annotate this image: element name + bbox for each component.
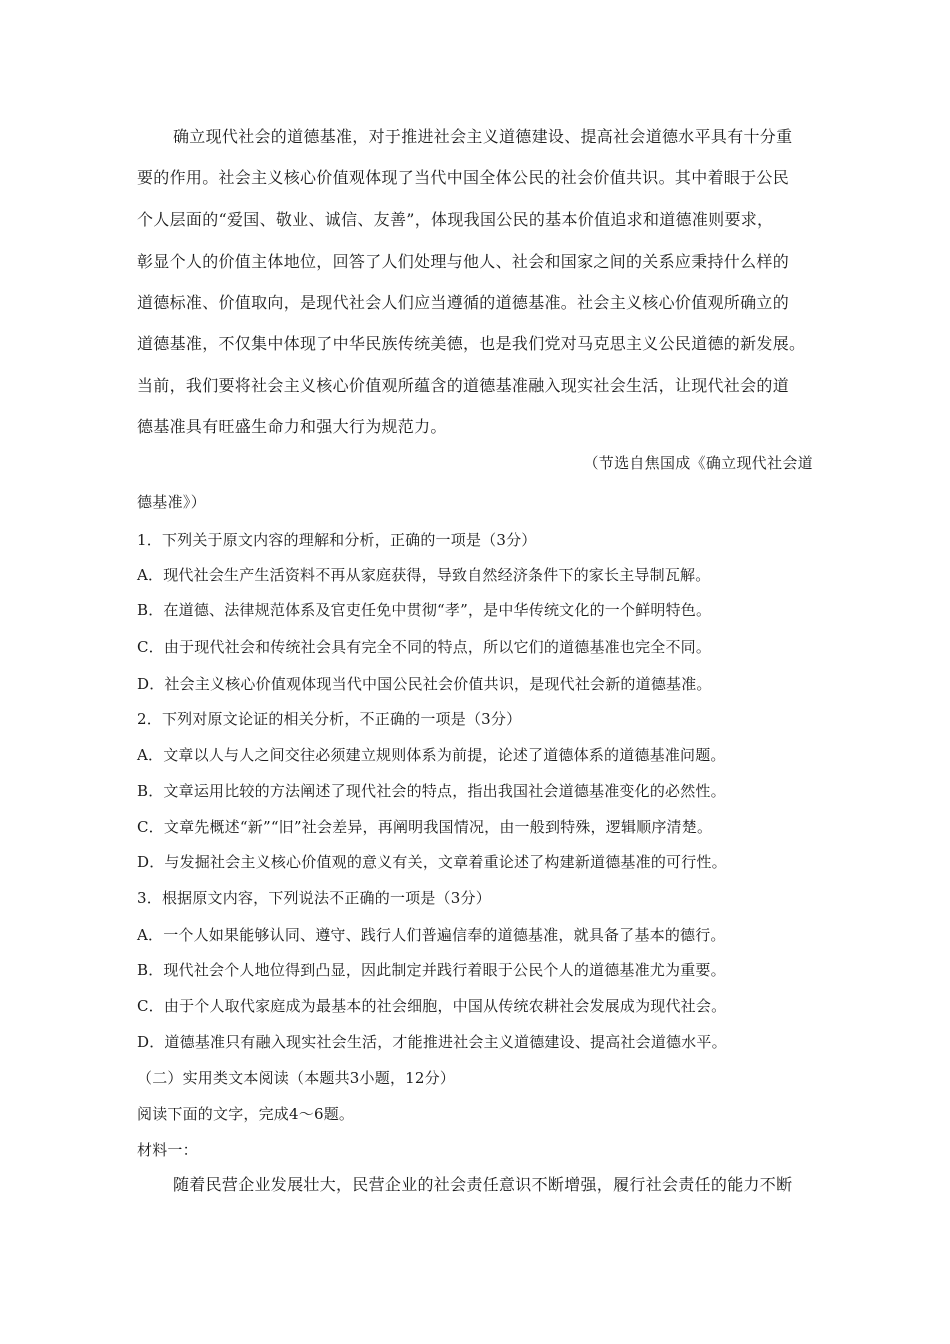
passage-line: 个人层面的“爱国、敬业、诚信、友善”，体现我国公民的基本价值追求和道德准则要求， [137,210,774,229]
passage-line: 道德标准、价值取向，是现代社会人们应当遵循的道德基准。社会主义核心价值观所确立的 [137,293,790,312]
option-d: D．道德基准只有融入现实社会生活，才能推进社会主义道德建设、提高社会道德水平。 [137,1033,727,1051]
section-heading: （二）实用类文本阅读（本题共3小题，12分） [137,1069,456,1087]
passage-line: 当前，我们要将社会主义核心价值观所蕴含的道德基准融入现实社会生活，让现代社会的道 [137,376,790,395]
material-first-line: 随着民营企业发展壮大，民营企业的社会责任意识不断增强，履行社会责任的能力不断 [173,1175,793,1194]
passage-line: 道德基准，不仅集中体现了中华民族传统美德，也是我们党对马克思主义公民道德的新发展。 [137,334,806,353]
option-c: C．由于个人取代家庭成为最基本的社会细胞，中国从传统农耕社会发展成为现代社会。 [137,997,727,1015]
question-stem: 1．下列关于原文内容的理解和分析，正确的一项是（3分） [137,531,537,549]
option-d: D．与发掘社会主义核心价值观的意义有关，文章着重论述了构建新道德基准的可行性。 [137,853,727,871]
option-a: A．现代社会生产生活资料不再从家庭获得，导致自然经济条件下的家长主导制瓦解。 [137,566,711,584]
option-b: B．在道德、法律规范体系及官吏任免中贯彻“孝”，是中华传统文化的一个鲜明特色。 [137,601,712,619]
question-stem: 3．根据原文内容，下列说法不正确的一项是（3分） [137,889,491,907]
section-instruction: 阅读下面的文字，完成4～6题。 [137,1105,355,1123]
option-c: C．由于现代社会和传统社会具有完全不同的特点，所以它们的道德基准也完全不同。 [137,638,712,656]
passage-line: 要的作用。社会主义核心价值观体现了当代中国全体公民的社会价值共识。其中着眼于公民 [137,168,790,187]
option-b: B．现代社会个人地位得到凸显，因此制定并践行着眼于公民个人的道德基准尤为重要。 [137,961,726,979]
passage-line: 彰显个人的价值主体地位，回答了人们处理与他人、社会和国家之间的关系应秉持什么样的 [137,252,790,271]
option-a: A．一个人如果能够认同、遵守、践行人们普遍信奉的道德基准，就具备了基本的德行。 [137,926,726,944]
option-c: C．文章先概述“新”“旧”社会差异，再阐明我国情况，由一般到特殊，逻辑顺序清楚。 [137,818,713,836]
option-b: B．文章运用比较的方法阐述了现代社会的特点，指出我国社会道德基准变化的必然性。 [137,782,726,800]
material-label: 材料一： [137,1141,198,1159]
option-d: D．社会主义核心价值观体现当代中国公民社会价值共识，是现代社会新的道德基准。 [137,675,712,693]
source-citation: （节选自焦国成《确立现代社会道 [583,454,813,472]
passage-line: 德基准具有旺盛生命力和强大行为规范力。 [137,417,447,436]
passage-line: 确立现代社会的道德基准，对于推进社会主义道德建设、提高社会道德水平具有十分重 [173,127,793,146]
source-citation-cont: 德基准》） [137,493,207,511]
question-stem: 2．下列对原文论证的相关分析，不正确的一项是（3分） [137,710,522,728]
option-a: A．文章以人与人之间交往必须建立规则体系为前提，论述了道德体系的道德基准问题。 [137,746,726,764]
